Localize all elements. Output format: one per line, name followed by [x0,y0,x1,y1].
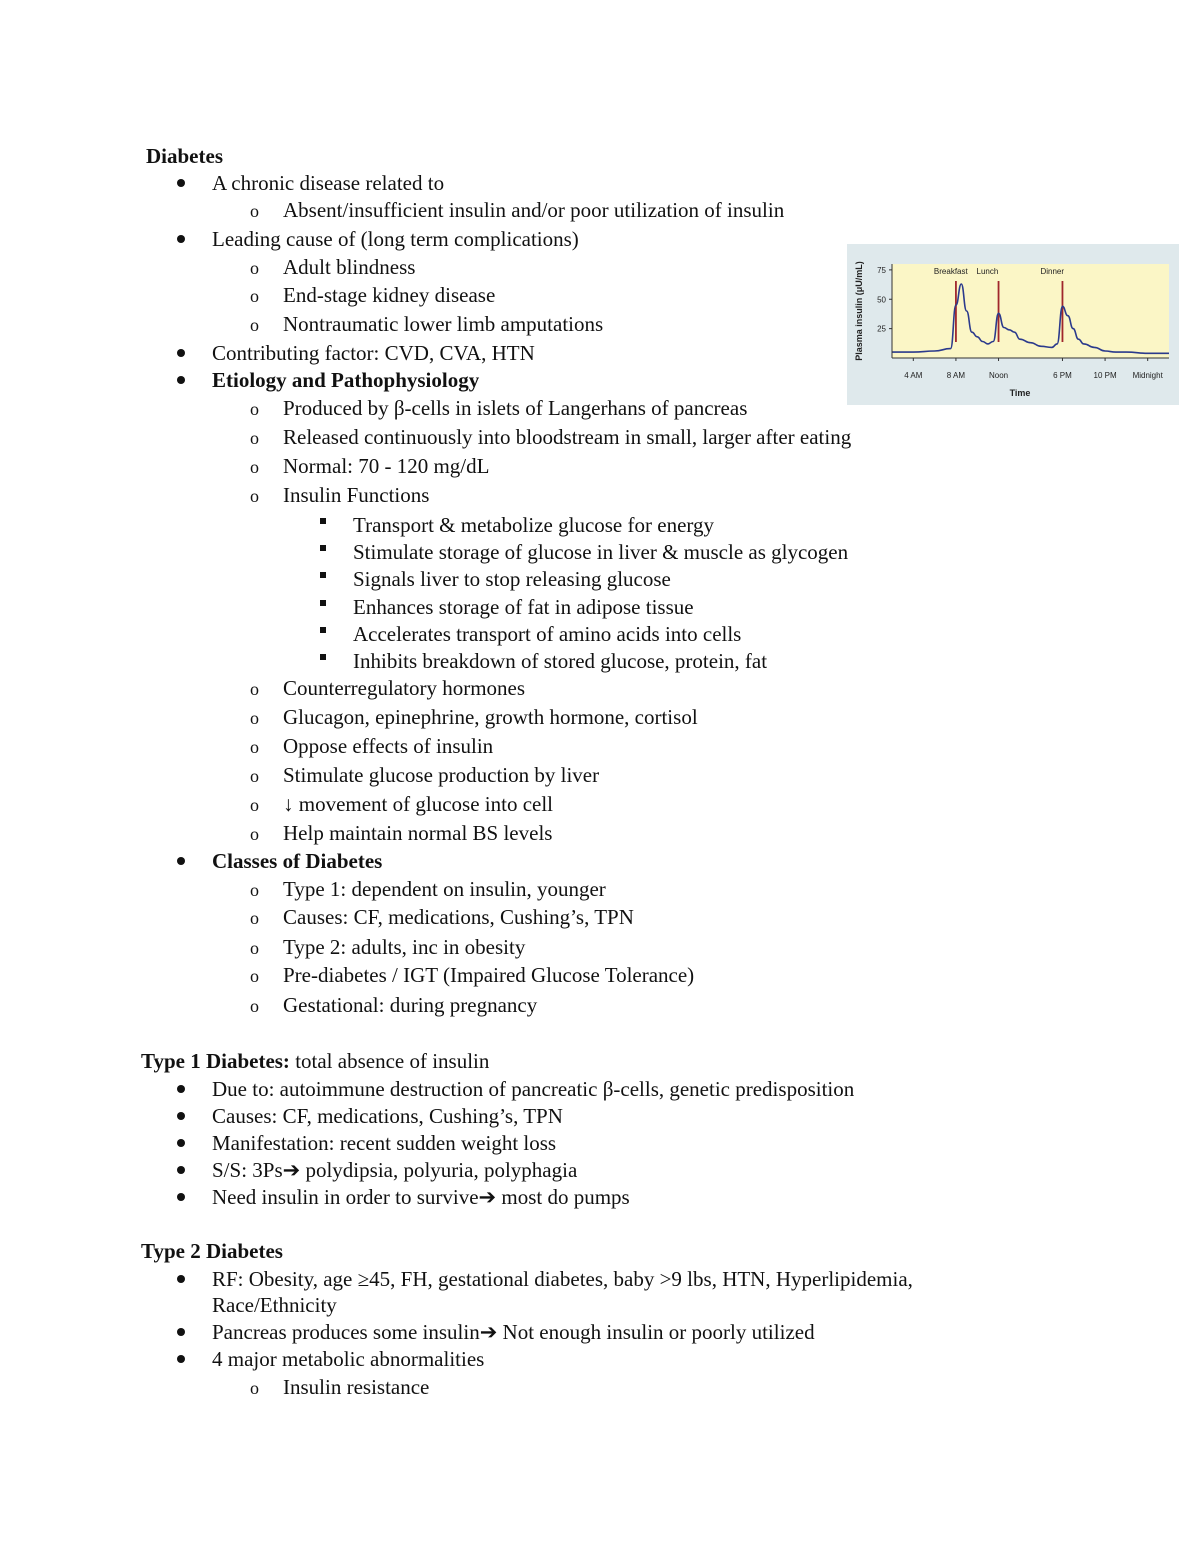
type1-heading [141,1049,489,1073]
meal-marker-label: Breakfast [933,267,968,276]
bullet [177,1193,185,1201]
list-item: Need insulin in order to survive➔ most do pumps [212,1185,630,1209]
sub-bullet: o [250,880,259,900]
list-item: Produced by β-cells in islets of Langerhans of pancreas [283,396,748,420]
sub-bullet: o [250,996,259,1016]
list-item: Adult blindness [283,255,416,279]
section-heading: Classes of Diabetes [212,849,383,873]
list-item: Released continuously into bloodstream in small, larger after eating [283,425,852,449]
x-tick-label: Midnight [1132,371,1163,380]
list-item: ↓ movement of glucose into cell [283,792,554,816]
list-item: RF: Obesity, age ≥45, FH, gestational diabetes, baby >9 lbs, HTN, Hyperlipidemia, [212,1267,913,1291]
list-item-continuation: Race/Ethnicity [212,1293,337,1317]
list-item: Normal: 70 - 120 mg/dL [283,454,490,478]
sub-sub-bullet [320,600,326,606]
sub-bullet: o [250,679,259,699]
sub-sub-bullet [320,627,326,633]
list-item: Absent/insufficient insulin and/or poor utilization of insulin [283,198,785,222]
sub-bullet: o [250,486,259,506]
y-tick-label: 25 [877,324,886,334]
bullet [177,235,185,243]
sub-bullet: o [250,795,259,815]
sub-bullet: o [250,737,259,757]
bullet [177,1275,185,1283]
x-axis-label: Time [1009,388,1031,398]
list-item: Oppose effects of insulin [283,734,494,758]
list-item: Enhances storage of fat in adipose tissue [353,595,694,619]
x-tick-label: Noon [988,371,1009,380]
list-item: Signals liver to stop releasing glucose [353,567,671,591]
sub-bullet: o [250,457,259,477]
section-heading: Etiology and Pathophysiology [212,368,480,392]
list-item: End-stage kidney disease [283,283,496,307]
type1-heading-rest: total absence of insulin [289,1049,490,1073]
bullet [177,376,185,384]
bullet [177,1355,185,1363]
sub-bullet: o [250,908,259,928]
x-tick-label: 8 AM [946,371,966,380]
sub-bullet: o [250,428,259,448]
sub-bullet: o [250,708,259,728]
y-axis-label: Plasma insulin (μU/mL) [854,261,864,361]
list-item: Pre-diabetes / IGT (Impaired Glucose Tolerance) [283,963,695,987]
sub-bullet: o [250,824,259,844]
list-item: Causes: CF, medications, Cushing’s, TPN [212,1104,563,1128]
list-item: Causes: CF, medications, Cushing’s, TPN [283,905,634,929]
list-item: Counterregulatory hormones [283,676,526,700]
sub-bullet: o [250,258,259,278]
bullet [177,1112,185,1120]
list-item: Leading cause of (long term complications) [212,227,579,251]
bullet [177,349,185,357]
sub-sub-bullet [320,518,326,524]
x-tick-label: 10 PM [1093,371,1117,380]
list-item: Stimulate glucose production by liver [283,763,600,787]
list-item: Help maintain normal BS levels [283,821,553,845]
list-item: Contributing factor: CVD, CVA, HTN [212,341,535,365]
list-item: Nontraumatic lower limb amputations [283,312,604,336]
list-item: Accelerates transport of amino acids into cells [353,622,742,646]
type1-heading-bold: Type 1 Diabetes: [141,1049,290,1073]
list-item: Due to: autoimmune destruction of pancreatic β-cells, genetic predisposition [212,1077,855,1101]
type2-heading: Type 2 Diabetes [141,1239,283,1263]
bullet [177,1166,185,1174]
sub-sub-bullet [320,572,326,578]
list-item: Pancreas produces some insulin➔ Not enough insulin or poorly utilized [212,1320,815,1344]
list-item: Insulin Functions [283,483,430,507]
meal-marker-label: Dinner [1040,267,1065,276]
list-item: Type 2: adults, inc in obesity [283,935,526,959]
list-item: Insulin resistance [283,1375,430,1399]
list-item: Manifestation: recent sudden weight loss [212,1131,557,1155]
sub-sub-bullet [320,545,326,551]
sub-bullet: o [250,766,259,786]
x-tick-label: 6 PM [1053,371,1072,380]
y-tick-label: 75 [877,265,886,275]
list-item: S/S: 3Ps➔ polydipsia, polyuria, polyphagia [212,1158,578,1182]
sub-bullet: o [250,966,259,986]
plot-area [892,264,1169,358]
meal-marker-label: Lunch [976,267,999,276]
bullet [177,1085,185,1093]
list-item: A chronic disease related to [212,171,445,195]
list-item: Transport & metabolize glucose for energy [353,513,714,537]
sub-bullet: o [250,201,259,221]
insulin-chart [847,244,1179,405]
sub-bullet: o [250,315,259,335]
page-title: Diabetes [146,144,223,168]
list-item: Glucagon, epinephrine, growth hormone, cortisol [283,705,698,729]
sub-bullet: o [250,1378,259,1398]
sub-bullet: o [250,286,259,306]
list-item: Type 1: dependent on insulin, younger [283,877,606,901]
bullet [177,179,185,187]
sub-bullet: o [250,938,259,958]
list-item: Gestational: during pregnancy [283,993,538,1017]
list-item: 4 major metabolic abnormalities [212,1347,485,1371]
x-tick-label: 4 AM [904,371,923,380]
list-item: Inhibits breakdown of stored glucose, protein, fat [353,649,768,673]
bullet [177,857,185,865]
sub-bullet: o [250,399,259,419]
bullet [177,1328,185,1336]
y-tick-label: 50 [877,295,886,305]
sub-sub-bullet [320,654,326,660]
list-item: Stimulate storage of glucose in liver & muscle as glycogen [353,540,849,564]
bullet [177,1139,185,1147]
